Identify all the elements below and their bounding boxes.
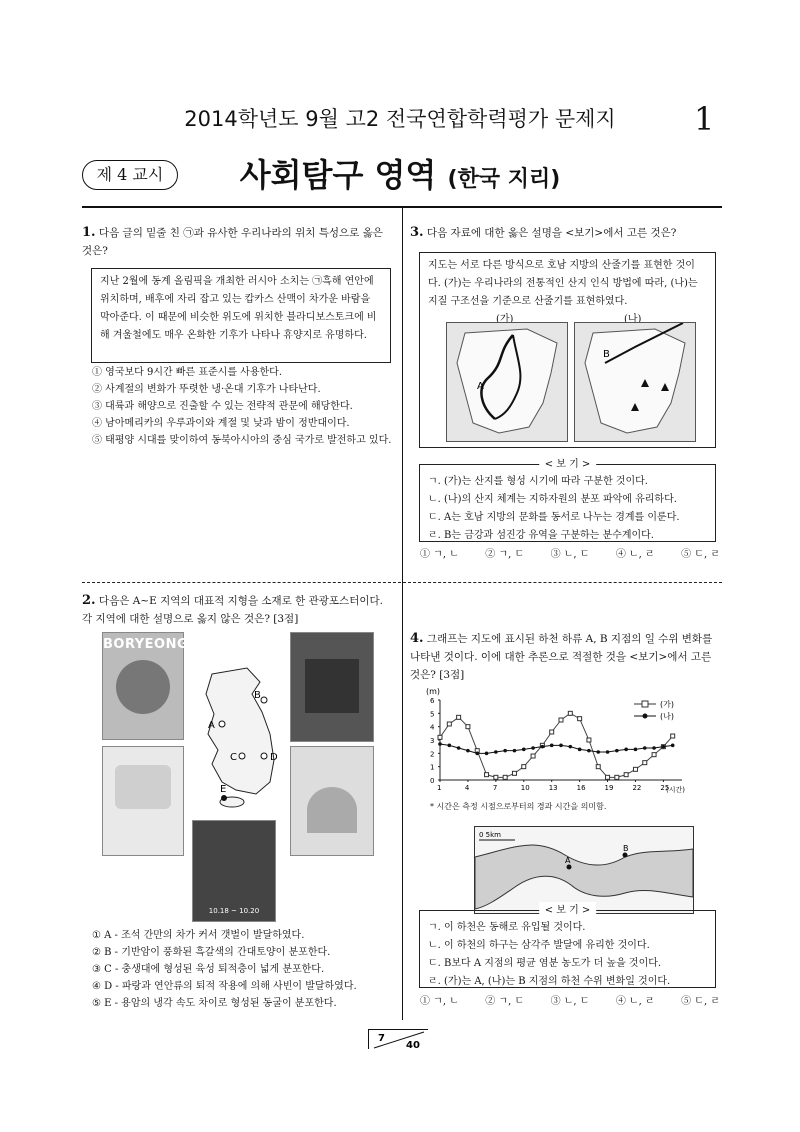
legend-label-ga: (가) bbox=[660, 700, 674, 709]
data-point-na bbox=[606, 750, 610, 754]
q4-stem-text: 그래프는 지도에 표시된 하천 하류 A, B 지점의 일 수위 변화를 나타낸 것이다. 이에 대한 추론으로 적절한 것을 <보기>에서 고른 것은? [3점] bbox=[410, 633, 713, 681]
data-point-na bbox=[559, 744, 563, 748]
data-point-na bbox=[531, 746, 535, 750]
map-label-c: C bbox=[230, 752, 237, 763]
data-point-ga bbox=[671, 734, 675, 738]
data-point-na bbox=[503, 749, 507, 753]
q1-number: 1. bbox=[82, 225, 96, 240]
data-point-ga bbox=[559, 718, 563, 722]
q3-answer-5[interactable]: ⑤ ㄷ, ㄹ bbox=[681, 549, 720, 560]
q4-answer-2[interactable]: ② ㄱ, ㄷ bbox=[485, 996, 525, 1007]
q3-bogi-1: ㄱ. (가)는 산지를 형성 시기에 따라 구분한 것이다. bbox=[428, 476, 648, 487]
footer-page: 7 bbox=[378, 1033, 385, 1044]
data-point-na bbox=[578, 748, 582, 752]
q3-map-title-ga: (가) bbox=[496, 314, 514, 325]
q3-map-ga bbox=[446, 322, 568, 442]
data-point-na bbox=[438, 742, 442, 746]
q4-answer-4[interactable]: ④ ㄴ, ㄹ bbox=[615, 996, 655, 1007]
x-tick-label: 13 bbox=[548, 784, 558, 792]
poster-e-dates: 10.18 ~ 10.20 bbox=[208, 907, 260, 915]
q3-bogi-title: < 보 기 > bbox=[539, 456, 597, 474]
data-point-na bbox=[671, 744, 675, 748]
q4-water-level-chart bbox=[420, 684, 720, 796]
korea-map bbox=[192, 664, 292, 824]
q4-answer-5[interactable]: ⑤ ㄷ, ㄹ bbox=[681, 996, 720, 1007]
x-tick-label: 22 bbox=[632, 784, 642, 792]
marker-d bbox=[261, 753, 267, 759]
q2-number: 2. bbox=[82, 593, 96, 608]
q4-stem bbox=[410, 630, 722, 684]
data-point-ga bbox=[447, 722, 451, 726]
q2-choice-2[interactable]: ② B - 기반암이 풍화된 흑갈색의 간대토양이 분포한다. bbox=[92, 947, 331, 958]
q1-choice-1[interactable]: ① 영국보다 9시간 빠른 표준시를 사용한다. bbox=[92, 367, 282, 378]
q4-label-b: B bbox=[623, 844, 629, 853]
y-tick-label: 4 bbox=[430, 723, 435, 732]
poster-c-figure bbox=[115, 765, 171, 809]
q4-river-map bbox=[474, 826, 694, 914]
data-point-na bbox=[569, 745, 573, 749]
q2-choice-1[interactable]: ① A - 조석 간만의 차가 커서 갯벌이 발달하였다. bbox=[92, 930, 305, 941]
data-point-ga bbox=[624, 773, 628, 777]
data-point-na bbox=[475, 752, 479, 756]
data-point-ga bbox=[512, 771, 516, 775]
q4-label-a: A bbox=[565, 856, 571, 865]
graph-note: * 시간은 측정 시점으로부터의 경과 시간을 의미함. bbox=[430, 802, 607, 811]
poster-d-figure bbox=[307, 787, 357, 833]
marker-c bbox=[239, 753, 245, 759]
q3-answers bbox=[420, 546, 720, 563]
q3-label-b: B bbox=[603, 349, 610, 360]
data-point-ga bbox=[466, 725, 470, 729]
q3-map-na bbox=[574, 322, 696, 442]
data-point-ga bbox=[587, 738, 591, 742]
data-point-na bbox=[513, 749, 517, 753]
q3-number: 3. bbox=[410, 225, 424, 240]
q4-point-b bbox=[623, 853, 628, 858]
chart-xticks bbox=[437, 780, 669, 792]
q4-answer-1[interactable]: ① ㄱ, ㄴ bbox=[420, 996, 459, 1007]
chart-yticks bbox=[430, 697, 440, 785]
data-point-na bbox=[541, 745, 545, 749]
map-label-e: E bbox=[220, 784, 227, 795]
q2-choice-5[interactable]: ⑤ E - 용암의 냉각 속도 차이로 형성된 동굴이 분포한다. bbox=[92, 998, 337, 1009]
map-label-d: D bbox=[270, 752, 278, 763]
x-tick-label: 7 bbox=[492, 784, 498, 792]
data-point-ga bbox=[550, 730, 554, 734]
data-point-ga bbox=[568, 711, 572, 715]
data-point-ga bbox=[596, 765, 600, 769]
q3-map-na-land bbox=[585, 329, 685, 433]
q1-passage-box bbox=[91, 268, 391, 363]
q1-choice-2[interactable]: ② 사계절의 변화가 뚜렷한 냉·온대 기후가 나타난다. bbox=[92, 384, 321, 395]
poster-a bbox=[102, 632, 189, 740]
marker-a bbox=[219, 721, 225, 727]
data-point-ga bbox=[503, 775, 507, 779]
y-tick-label: 6 bbox=[430, 697, 435, 705]
page-number: 1 bbox=[694, 100, 715, 138]
x-tick-label: 25 bbox=[660, 784, 670, 792]
q1-choice-4[interactable]: ④ 남아메리카의 우루과이와 계절 및 낮과 밤이 정반대이다. bbox=[92, 418, 350, 429]
q3-answer-3[interactable]: ③ ㄴ, ㄷ bbox=[550, 549, 590, 560]
q4-answers bbox=[420, 993, 720, 1010]
chart-xlabel: (시간) bbox=[666, 786, 685, 794]
q1-stem bbox=[82, 224, 394, 260]
poster-a-figure bbox=[116, 660, 170, 714]
data-point-ga bbox=[606, 775, 610, 779]
q4-number: 4. bbox=[410, 631, 424, 646]
q2-choice-4[interactable]: ④ D - 파랑과 연안류의 퇴적 작용에 의해 사빈이 발달하였다. bbox=[92, 981, 357, 992]
q4-bogi-title: < 보 기 > bbox=[539, 902, 597, 920]
q4-answer-3[interactable]: ③ ㄴ, ㄷ bbox=[550, 996, 590, 1007]
footer-total: 40 bbox=[406, 1040, 420, 1049]
q4-map-scale: 0 5km bbox=[479, 831, 502, 839]
data-point-ga bbox=[615, 775, 619, 779]
q3-bogi-box bbox=[419, 459, 716, 542]
y-tick-label: 0 bbox=[430, 777, 435, 785]
korea-outline bbox=[206, 668, 274, 794]
x-tick-label: 1 bbox=[437, 784, 442, 792]
y-tick-label: 2 bbox=[430, 750, 435, 759]
poster-e bbox=[192, 820, 276, 922]
legend-marker-na bbox=[643, 714, 648, 719]
x-tick-label: 10 bbox=[520, 784, 530, 792]
q3-map-title-na: (나) bbox=[624, 314, 642, 325]
data-point-na bbox=[624, 748, 628, 752]
q1-passage: 지난 2월에 동계 올림픽을 개최한 러시아 소치는 ㉠흑해 연안에 위치하며, 배후에 자리 잡고 있는 캅카스 산맥이 차가운 바람을 막아준다. 이 때문에 비슷한 위도에 위치한 블라디보스토크에 비해 겨울철에도 매우 온화한 기후가 나타나 휴양지로 유명하다. bbox=[100, 276, 377, 341]
poster-b bbox=[290, 632, 374, 742]
exam-title: 2014학년도 9월 고2 전국연합학력평가 문제지 bbox=[184, 107, 616, 131]
q2-choices bbox=[92, 927, 394, 1012]
data-point-ga bbox=[652, 753, 656, 757]
q3-answer-4[interactable]: ④ ㄴ, ㄹ bbox=[615, 549, 655, 560]
chart-ylabel: (m) bbox=[426, 687, 441, 696]
q3-bogi-4: ㄹ. B는 금강과 섬진강 유역을 구분하는 분수계이다. bbox=[428, 530, 654, 541]
poster-d bbox=[290, 746, 374, 856]
data-point-ga bbox=[457, 715, 461, 719]
data-point-na bbox=[596, 750, 600, 754]
y-tick-label: 1 bbox=[430, 763, 435, 772]
q3-passage: 지도는 서로 다른 방식으로 호남 지방의 산줄기를 표현한 것이다. (가)는 우리나라의 전통적인 산지 인식 방법에 따라, (나)는 지질 구조선을 기준으로 산줄기를 표현하였다. bbox=[428, 260, 698, 307]
map-label-b: B bbox=[254, 690, 261, 701]
q4-bogi-box bbox=[419, 905, 716, 988]
q4-point-a bbox=[567, 865, 572, 870]
q3-bogi-3: ㄷ. A는 호남 지방의 문화를 동서로 나누는 경계를 이룬다. bbox=[428, 512, 680, 523]
q4-bogi-1: ㄱ. 이 하천은 동해로 유입될 것이다. bbox=[428, 922, 586, 933]
data-point-na bbox=[522, 748, 526, 752]
data-point-ga bbox=[643, 761, 647, 765]
data-point-na bbox=[615, 749, 619, 753]
subject-main: 사회탐구 영역 bbox=[239, 156, 437, 194]
data-point-na bbox=[662, 745, 666, 749]
x-tick-label: 4 bbox=[464, 784, 470, 792]
legend-marker-ga bbox=[642, 701, 648, 707]
data-point-ga bbox=[578, 717, 582, 721]
data-point-ga bbox=[485, 773, 489, 777]
q3-stem-text: 다음 자료에 대한 옳은 설명을 <보기>에서 고른 것은? bbox=[426, 227, 677, 239]
marker-b bbox=[261, 697, 267, 703]
legend-label-na: (나) bbox=[660, 712, 674, 721]
q1-choice-3[interactable]: ③ 대륙과 해양으로 진출할 수 있는 전략적 관문에 해당한다. bbox=[92, 401, 353, 412]
q4-bogi-4: ㄹ. (가)는 A, (나)는 B 지점의 하천 수위 변화일 것이다. bbox=[428, 976, 671, 987]
q1-choices bbox=[92, 364, 394, 449]
data-point-na bbox=[485, 752, 489, 756]
x-tick-label: 16 bbox=[576, 784, 586, 792]
data-point-na bbox=[634, 748, 638, 752]
q3-answer-1[interactable]: ① ㄱ, ㄴ bbox=[420, 549, 459, 560]
data-point-na bbox=[448, 744, 452, 748]
chart-legend bbox=[634, 699, 674, 721]
y-tick-label: 5 bbox=[430, 710, 435, 719]
data-point-na bbox=[466, 749, 470, 753]
map-label-a: A bbox=[208, 720, 215, 731]
data-point-na bbox=[643, 746, 647, 750]
data-point-ga bbox=[522, 765, 526, 769]
q3-stem bbox=[410, 224, 722, 242]
q4-bogi-2: ㄴ. 이 하천의 하구는 삼각주 발달에 유리한 것이다. bbox=[428, 940, 650, 951]
x-tick-label: 19 bbox=[604, 784, 614, 792]
q3-bogi-2: ㄴ. (나)의 산지 체계는 지하자원의 분포 파악에 유리하다. bbox=[428, 494, 677, 505]
y-tick-label: 3 bbox=[430, 737, 435, 745]
q2-choice-3[interactable]: ③ C - 충생대에 형성된 육성 퇴적층이 넓게 분포한다. bbox=[92, 964, 325, 975]
data-point-ga bbox=[531, 754, 535, 758]
data-point-na bbox=[587, 749, 591, 753]
session-badge: 제 4 교시 bbox=[82, 160, 178, 190]
q1-choice-5[interactable]: ⑤ 태평양 시대를 맞이하여 동북아시아의 중심 국가로 발전하고 있다. bbox=[92, 435, 392, 446]
subject-title bbox=[0, 150, 800, 196]
middle-dashed-rule bbox=[82, 582, 722, 584]
q3-answer-2[interactable]: ② ㄱ, ㄷ bbox=[485, 549, 525, 560]
q1-stem-text: 다음 글의 밑줄 친 ㉠과 유사한 우리나라의 위치 특성으로 옳은 것은? bbox=[82, 227, 383, 257]
marker-e bbox=[221, 795, 227, 801]
data-point-na bbox=[457, 746, 461, 750]
q2-stem bbox=[82, 592, 394, 628]
q2-stem-text: 다음은 A~E 지역의 대표적 지형을 소재로 한 관광포스터이다. 각 지역에 대한 설명으로 옳지 않은 것은? [3점] bbox=[82, 595, 383, 625]
data-point-na bbox=[550, 744, 554, 748]
footer-page-indicator bbox=[368, 1029, 428, 1049]
subject-sub: (한국 지리) bbox=[447, 167, 561, 192]
poster-c bbox=[102, 746, 184, 856]
data-point-ga bbox=[633, 767, 637, 771]
data-point-na bbox=[494, 750, 498, 754]
poster-b-figure bbox=[305, 659, 359, 713]
data-point-ga bbox=[438, 735, 442, 739]
column-divider bbox=[402, 208, 403, 1020]
chart-series bbox=[438, 711, 675, 779]
q4-bogi-3: ㄷ. B보다 A 지점의 평균 염분 농도가 더 높을 것이다. bbox=[428, 958, 662, 969]
data-point-na bbox=[652, 746, 656, 750]
poster-a-title: BORYEONG bbox=[103, 637, 189, 652]
q3-label-a: A bbox=[477, 381, 484, 392]
data-point-ga bbox=[494, 775, 498, 779]
